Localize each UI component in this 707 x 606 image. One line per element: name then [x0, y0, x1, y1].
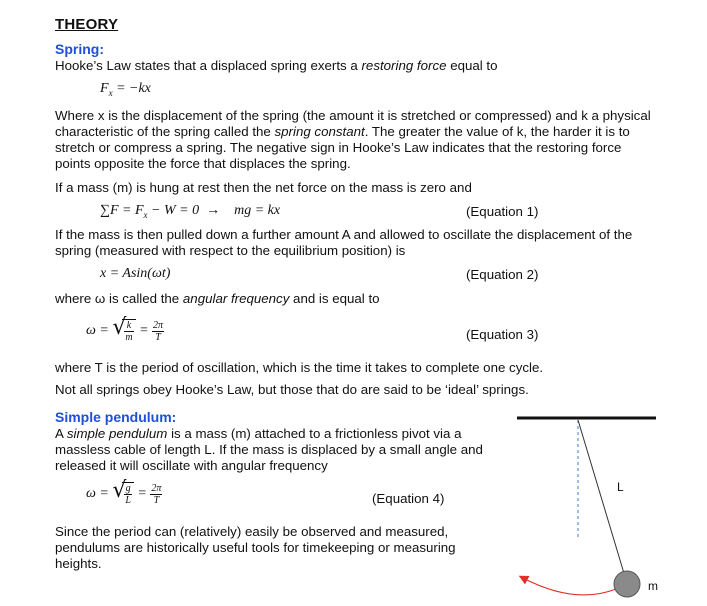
equation-3-label: (Equation 3) — [466, 327, 539, 342]
period-statement: where T is the period of oscillation, which is the time it takes to complete one cycle. — [55, 360, 544, 375]
angular-frequency-statement: where ω is called the angular frequency and is equal to — [55, 291, 380, 306]
hooke-intro: Hooke’s Law states that a displaced spring exerts a restoring force equal to — [55, 58, 498, 73]
equation-2-label: (Equation 2) — [466, 267, 539, 282]
equation-4: ω = √ $\frac{g}{L}$ = $\frac{2\pi}{T}$ — [86, 478, 162, 506]
pendulum-uses: Since the period can (relatively) easily be observed and measured, pendulums are historically useful tools for timekeeping or measuring heights. — [55, 524, 456, 571]
rest-statement: If a mass (m) is hung at rest then the net force on the mass is zero and — [55, 180, 472, 195]
equation-3: ω = √ $\frac{k}{m}$ = $\frac{2\pi}{T}$ — [86, 315, 164, 343]
equation-1-label: (Equation 1) — [466, 204, 539, 219]
equation-2: x = Asin(ωt) — [100, 266, 171, 281]
pull-down-statement: If the mass is then pulled down a further amount A and allowed to oscillate the displacement of the spring (measured with respect to the equilibrium position) is — [55, 227, 633, 258]
spring-description: Where x is the displacement of the spring (the amount it is stretched or compressed) and k a physical characteristic of the spring called the spring constant. The greater the value of k, the harder it is to stretch or compress a spring. The negative sign in Hooke’s Law indicates that the restoring force points opposite the force that displaces the spring. — [55, 108, 651, 171]
pendulum-description: A simple pendulum is a mass (m) attached to a frictionless pivot via a massless cable of length L. If the mass is displaced by a small angle and released it will oscillate with angular frequency — [55, 426, 483, 473]
pendulum-bob — [614, 571, 640, 597]
spring-section-title: Spring: — [55, 41, 104, 57]
mass-label: m — [648, 579, 658, 593]
equation-4-label: (Equation 4) — [372, 491, 445, 506]
swing-arc-arrow — [523, 578, 616, 595]
equation-hooke: $F_x = -kx$ — [100, 81, 151, 98]
equation-1: $\sum F = F_x - W = 0$ → mg = kx — [100, 203, 281, 220]
pendulum-section-title: Simple pendulum: — [55, 409, 177, 425]
length-label: L — [617, 480, 624, 494]
pendulum-cable — [578, 420, 626, 580]
page-title: THEORY — [55, 16, 119, 33]
ideal-spring-statement: Not all springs obey Hooke’s Law, but those that do are said to be ‘ideal’ springs. — [55, 382, 529, 397]
